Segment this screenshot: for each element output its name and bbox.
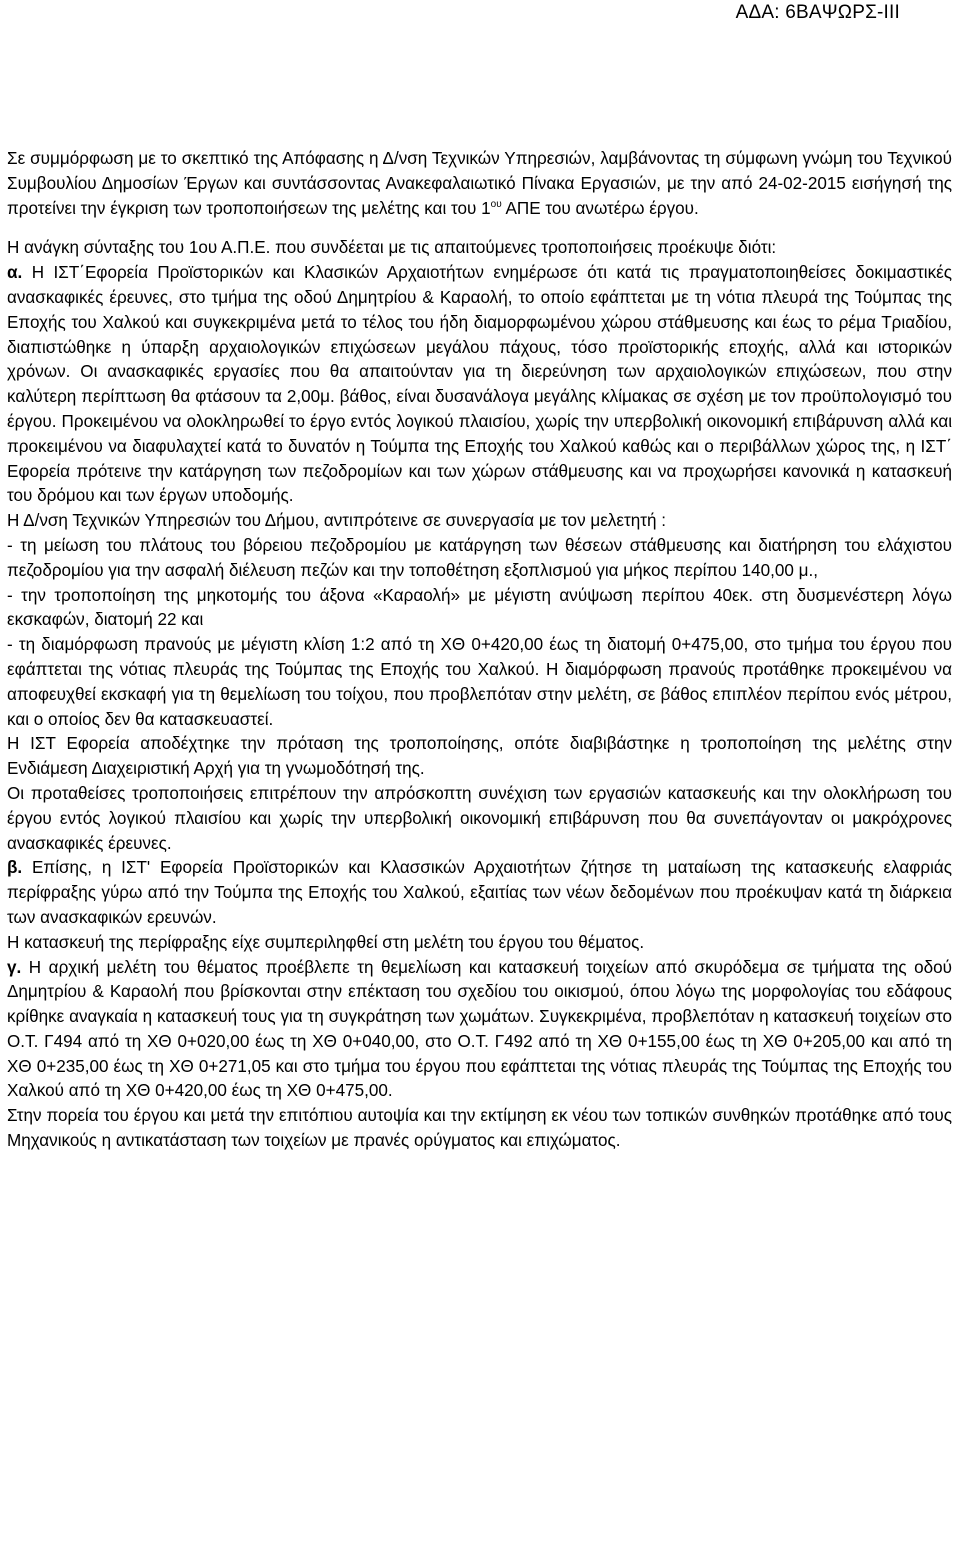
intro-paragraph [7, 147, 952, 221]
intro-superscript: ου [490, 198, 502, 210]
need-paragraph: Η ανάγκη σύνταξης του 1ου Α.Π.Ε. που συνδέεται με τις απαιτούμενες τροποποιήσεις προέκυψε διότι: [7, 238, 777, 258]
section-b-extra: Η κατασκευή της περίφραξης είχε συμπεριληφθεί στη μελέτη του έργου του θέματος. [7, 932, 645, 952]
bullet-item-1: - τη μείωση του πλάτους του βόρειου πεζοδρομίου με κατάργηση των θέσεων στάθμευσης και διατήρηση του ελάχιστου πεζοδρομίου για την ασφαλή διέλευση πεζών και την τοποθέτηση εξοπλισμού για μήκος περίπου 140,00 μ., [7, 535, 952, 580]
intro-text-end: ΑΠΕ του ανωτέρω έργου. [501, 198, 699, 218]
intro-text: Σε συμμόρφωση με το σκεπτικό της Απόφασης η Δ/νση Τεχνικών Υπηρεσιών, λαμβάνοντας τη σύμφωνη γνώμη του Τεχνικού Συμβουλίου Δημοσίων Έργων και συντάσσοντας Ανακεφαλαιωτικό Πίνακα Εργασιών, με την από 24-02-2015 εισήγησή της προτείνει την έγκριση των τροποποιήσεων της μελέτης και του 1 [7, 149, 952, 218]
ada-code: ΑΔΑ: 6ΒΑΨΩΡΣ-ΙΙΙ [735, 2, 900, 23]
section-b-paragraph [7, 856, 952, 930]
counter-proposal-paragraph: Η Δ/νση Τεχνικών Υπηρεσιών του Δήμου, αντιπρότεινε σε συνεργασία με τον μελετητή : [7, 511, 667, 531]
acceptance-paragraph: Η ΙΣΤ Εφορεία αποδέχτηκε την πρόταση της τροποποίησης, οπότε διαβιβάστηκε η τροποποίηση της μελέτης στην Ενδιάμεση Διαχειριστική Αρχή για τη γνωμοδότησή της. [7, 734, 952, 779]
final-paragraph: Στην πορεία του έργου και μετά την επιτόπιου αυτοψία και την εκτίμηση εκ νέου των τοπικών συνθηκών προτάθηκε από τους Μηχανικούς η αντικατάσταση των τοιχείων με πρανές ορύγματος και επιχώματος. [7, 1106, 952, 1151]
section-a-paragraph [7, 261, 952, 509]
section-c-label: γ. [7, 957, 22, 977]
section-b-label: β. [7, 858, 23, 878]
section-c-paragraph [7, 956, 952, 1105]
bullet-item-3: - τη διαμόρφωση πρανούς με μέγιστη κλίση 1:2 από τη ΧΘ 0+420,00 έως τη διατομή 0+475,00, στο τμήμα του έργου που εφάπτεται της νότιας πλευράς της Τούμπας της Εποχής του Χαλκού. Η διαμόρφωση πρανούς προτάθηκε προκειμένου να αποφευχθεί εκσκαφή για τη θεμελίωση του τοίχου, που προβλεπόταν στην μελέτη, σε βάθος επιπλέον περίπου ενός μέτρου, και ο οποίος δεν θα κατασκευαστεί. [7, 635, 952, 729]
section-a-label: α. [7, 263, 23, 283]
section-b-text: Επίσης, η ΙΣΤ' Εφορεία Προϊστορικών και Κλασσικών Αρχαιοτήτων ζήτησε τη ματαίωση της κατασκευής ελαφριάς περίφραξης γύρω από την Τούμπα της Εποχής του Χαλκού, εξαιτίας των νέων δεδομένων που προέκυψαν κατά τη διάρκεια των ανασκαφικών ερευνών. [7, 858, 952, 927]
section-a-text: Η ΙΣΤ΄Εφορεία Προϊστορικών και Κλασικών Αρχαιοτήτων ενημέρωσε ότι κατά τις πραγματοποιηθείσες δοκιμαστικές ανασκαφικές έρευνες, στο τμήμα της οδού Δημητρίου & Καραολή, το οποίο εφάπτεται με τη νότια πλευρά της Τούμπας της Εποχής του Χαλκού και συγκεκριμένα μετά το τέλος του ήδη διαμορφωμένου χώρου στάθμευσης και έως το ρέμα Τριαδίου, διαπιστώθηκε η ύπαρξη αρχαιολογικών επιχώσεων μεγάλου πάχους, τόσο προϊστορικής εποχής, αλλά και ιστορικών χρόνων. Οι ανασκαφικές εργασίες που θα απαιτούνταν για τη διερεύνηση των αρχαιολογικών επιχώσεων, που στην καλύτερη περίπτωση θα φτάσουν τα 2,00μ. βάθος, είναι δυσανάλογα μεγάλης κλίμακας σε σχέση με τον προϋπολογισμό του έργου. Προκειμένου να ολοκληρωθεί το έργο εντός λογικού πλαισίου, χωρίς την υπερβολική οικονομική επιβάρυνση αλλά και προκειμένου να διαφυλαχτεί κατά το δυνατόν η Τούμπα της Εποχής του Χαλκού καθώς και ο περιβάλλων χώρος της, η ΙΣΤ΄ Εφορεία πρότεινε την κατάργηση των πεζοδρομίων και των χώρων στάθμευσης και να προχωρήσει κανονικά η κατασκευή του δρόμου και των έργων υποδομής. [7, 263, 952, 506]
bullet-item-2: - την τροποποίηση της μηκοτομής του άξονα «Καραολή» με μέγιστη ανύψωση περίπου 40εκ. στη δυσμενέστερη λόγω εκσκαφών, διατομή 22 και [7, 585, 952, 630]
document-body [7, 147, 952, 1154]
proposed-changes-paragraph: Οι προταθείσες τροποποιήσεις επιτρέπουν την απρόσκοπτη συνέχιση των εργασιών κατασκευής και την ολοκλήρωση του έργου εντός λογικού πλαισίου και χωρίς την υπερβολική οικονομική επιβάρυνση που θα συνεπάγονταν οι μακρόχρονες ανασκαφικές έρευνες. [7, 783, 952, 853]
section-c-text: Η αρχική μελέτη του θέματος προέβλεπε τη θεμελίωση και κατασκευή τοιχείων από σκυρόδεμα σε τμήματα της οδού Δημητρίου & Καραολή που βρίσκονται στην επέκταση του σχεδίου του οικισμού, όπου λόγω της μορφολογίας του εδάφους κρίθηκε αναγκαία η κατασκευή τους για τη συγκράτηση των χωμάτων. Συγκεκριμένα, προβλεπόταν η κατασκευή τοιχείων στο Ο.Τ. Γ494 από τη ΧΘ 0+020,00 έως τη ΧΘ 0+040,00, στο Ο.Τ. Γ492 από τη ΧΘ 0+155,00 έως τη ΧΘ 0+205,00 και από τη ΧΘ 0+235,00 έως τη ΧΘ 0+271,05 και στο τμήμα του έργου που εφάπτεται της νότιας πλευράς της Τούμπας της Εποχής του Χαλκού από τη ΧΘ 0+420,00 έως τη ΧΘ 0+475,00. [7, 957, 952, 1101]
